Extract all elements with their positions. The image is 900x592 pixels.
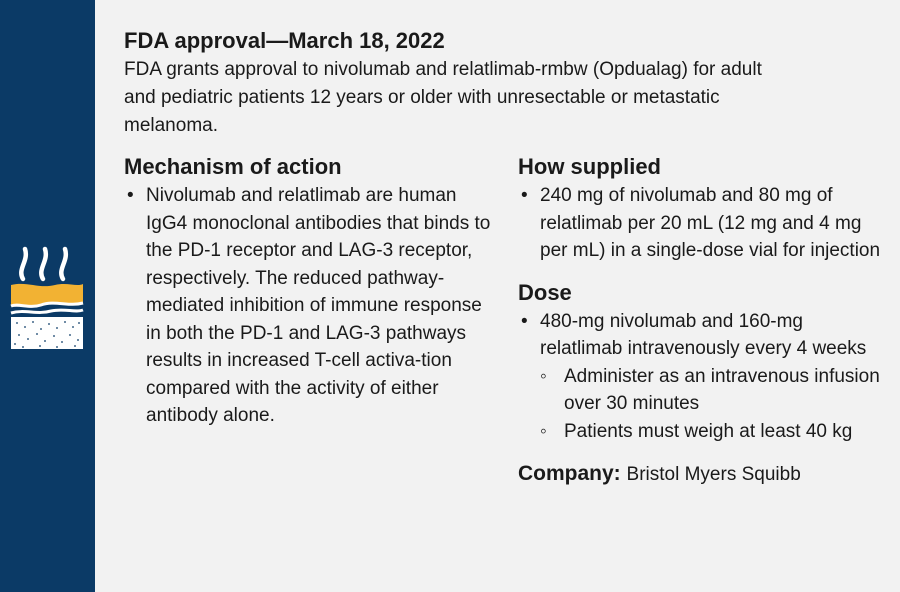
dose-list [518,308,883,446]
dose-subitem: ◦ Patients must weigh at least 40 kg [518,418,883,446]
supplied-heading: How supplied [518,154,661,179]
approval-heading: FDA approval—March 18, 2022 [124,28,445,53]
mechanism-heading: Mechanism of action [124,154,342,179]
mechanism-item: • Nivolumab and relatlimab are human IgG4 monoclonal antibodies that binds to the PD-1 receptor and LAG-3 receptor, respectively. The reduced pathway-mediated inhibition of immune response in both the PD-1 and LAG-3 pathways results in increased T-cell activa-tion compared with the activity of either antibody alone. [124,182,494,430]
sidebar-band [0,0,95,592]
mechanism-list [124,182,494,430]
company-line [518,459,883,490]
skin-layers-icon [9,243,85,351]
dose-item: • 480-mg nivolumab and 160-mg relatlimab intravenously every 4 weeks [518,308,883,363]
approval-section [124,26,884,140]
supplied-item: • 240 mg of nivolumab and 80 mg of relatlimab per 20 mL (12 mg and 4 mg per mL) in a single-dose vial for injection [518,182,883,265]
supplied-list [518,182,883,265]
dose-heading: Dose [518,279,572,305]
right-column [518,152,883,490]
company-value: Bristol Myers Squibb [626,464,801,485]
approval-text: FDA grants approval to nivolumab and relatlimab-rmbw (Opdualag) for adult and pediatric patients 12 years or older with unresectable or metastatic melanoma. [124,59,762,136]
mechanism-section [124,152,494,430]
company-label: Company: [518,462,621,485]
dose-subitem: ◦ Administer as an intravenous infusion over 30 minutes [518,363,883,418]
